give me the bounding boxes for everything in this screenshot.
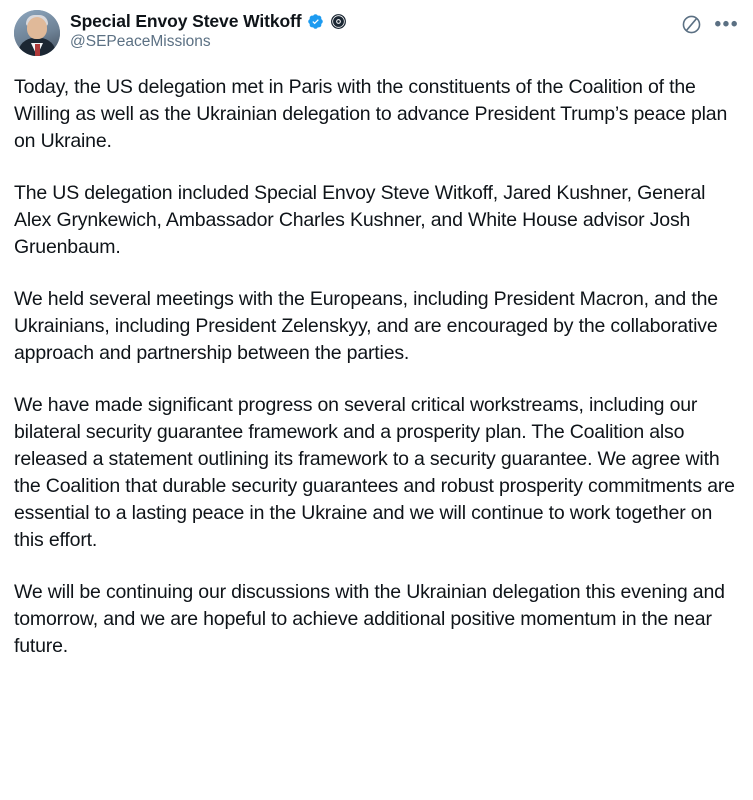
tweet-text [14, 62, 739, 660]
verified-check-icon [307, 13, 324, 30]
tweet-paragraph: Today, the US delegation met in Paris with the constituents of the Coalition of the Willing as well as the Ukrainian delegation to advance President Trump’s peace plan on Ukraine. [14, 76, 728, 152]
more-options-icon[interactable]: ••• [714, 13, 739, 35]
avatar-tie [35, 44, 40, 56]
tweet-header [14, 10, 739, 62]
author-name-row [70, 11, 671, 31]
author-handle[interactable]: @SEPeaceMissions [70, 33, 211, 51]
header-actions [681, 10, 739, 35]
avatar[interactable] [14, 10, 60, 56]
author-identity [70, 10, 671, 52]
avatar-face [27, 17, 47, 39]
tweet-paragraph: The US delegation included Special Envoy Steve Witkoff, Jared Kushner, General Alex Grynkewich, Ambassador Charles Kushner, and White House advisor Josh Gruenbaum. [14, 182, 706, 258]
tweet-paragraph: We have made significant progress on several critical workstreams, including our bilateral security guarantee framework and a prosperity plan. The Coalition also released a statement outlining its framework to a security guarantee. We agree with the Coalition that durable security guarantees and robust prosperity commitments are essential to a lasting peace in the Ukraine and we will continue to work together on this effort. [14, 394, 735, 551]
tweet-paragraph: We held several meetings with the Europeans, including President Macron, and the Ukrainians, including President Zelenskyy, and are encouraged by the collaborative approach and partnership between the parties. [14, 288, 718, 364]
government-seal-icon [330, 13, 347, 30]
tweet-paragraph: We will be continuing our discussions with the Ukrainian delegation this evening and tomorrow, and we are hopeful to achieve additional positive momentum in the near future. [14, 581, 725, 657]
grok-summary-icon[interactable] [681, 14, 702, 35]
author-display-name[interactable]: Special Envoy Steve Witkoff [70, 11, 302, 31]
